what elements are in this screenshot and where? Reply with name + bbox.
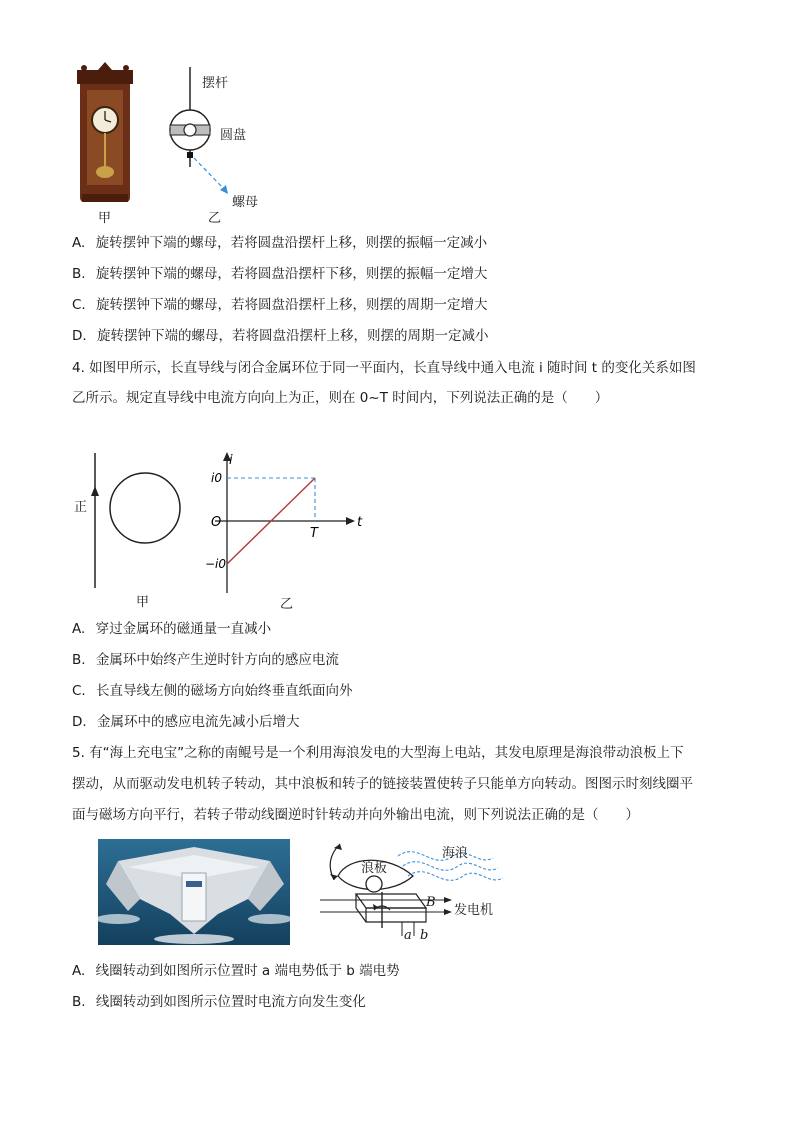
option-text: 线圈转动到如图所示位置时电流方向发生变化 xyxy=(95,994,366,1010)
disk-label: 圆盘 xyxy=(220,128,247,143)
q3-option-d xyxy=(72,326,488,346)
option-letter: C. xyxy=(72,297,86,313)
q3-option-c xyxy=(72,295,488,315)
field-b-label: B xyxy=(426,895,436,910)
y-tick-i0: i0 xyxy=(211,471,222,485)
nut-label: 螺母 xyxy=(232,195,259,210)
generator-label: 发电机 xyxy=(454,903,494,918)
direction-label-zheng: 正 xyxy=(74,500,88,515)
q4-option-a xyxy=(72,619,271,639)
option-letter: D. xyxy=(72,714,87,730)
metal-ring xyxy=(110,473,180,543)
q4-stem-line1: 4. 如图甲所示，长直导线与闭合金属环位于同一平面内，长直导线中通入电流 i 随时间 t 的变化关系如图 xyxy=(72,360,696,376)
wave-label: 海浪 xyxy=(442,846,469,861)
terminal-a-label: a xyxy=(404,928,412,943)
x-tick-T: T xyxy=(310,526,318,541)
option-letter: B. xyxy=(72,652,86,668)
q4-option-d xyxy=(72,712,299,732)
option-letter: A. xyxy=(72,621,86,637)
q4-option-b xyxy=(72,650,339,670)
pendulum-nut xyxy=(187,152,193,158)
origin-label: O xyxy=(211,515,222,530)
current-arrow-icon xyxy=(91,486,99,496)
option-text: 金属环中始终产生逆时针方向的感应电流 xyxy=(95,652,339,668)
q5-stem-line3: 面与磁场方向平行，若转子带动线圈逆时针转动并向外输出电流，则下列说法正确的是（ ） xyxy=(72,807,639,823)
wave-plate-label: 浪板 xyxy=(361,861,388,876)
x-axis-label: t xyxy=(357,515,363,530)
q5-option-a xyxy=(72,961,400,981)
figure-label-yi: 乙 xyxy=(208,211,222,226)
q5-option-b xyxy=(72,992,366,1012)
option-letter: B. xyxy=(72,994,86,1010)
figure-label-jia: 甲 xyxy=(98,211,112,226)
option-letter: C. xyxy=(72,683,86,699)
option-text: 旋转摆钟下端的螺母，若将圆盘沿摆杆上移，则摆的振幅一定减小 xyxy=(95,235,488,251)
x-axis-arrow-icon xyxy=(346,517,355,525)
option-text: 金属环中的感应电流先减小后增大 xyxy=(96,714,300,730)
q3-option-b xyxy=(72,264,487,284)
wire-ring-figure xyxy=(70,448,200,593)
wave-generator-schematic xyxy=(318,836,508,948)
y-tick-neg-i0: −i0 xyxy=(205,557,227,571)
current-time-chart xyxy=(205,450,370,600)
option-letter: D. xyxy=(72,328,87,344)
q4-stem-line2: 乙所示。规定直导线中电流方向向上为正，则在 0~T 时间内，下列说法正确的是（ ） xyxy=(72,390,609,406)
power-station-photo xyxy=(98,839,290,945)
option-text: 旋转摆钟下端的螺母，若将圆盘沿摆杆下移，则摆的振幅一定增大 xyxy=(95,266,488,282)
q3-option-a xyxy=(72,233,487,253)
q5-stem-line2: 摆动，从而驱动发电机转子转动，其中浪板和转子的链接装置使转子只能单方向转动。图图示时刻线圈平 xyxy=(72,776,693,792)
option-letter: A. xyxy=(72,963,86,979)
coil xyxy=(356,894,426,908)
clock-photo xyxy=(77,62,133,202)
q4-option-c xyxy=(72,681,353,701)
option-letter: B. xyxy=(72,266,86,282)
figure-label-yi: 乙 xyxy=(280,597,294,612)
option-text: 线圈转动到如图所示位置时 a 端电势低于 b 端电势 xyxy=(95,963,400,979)
option-text: 穿过金属环的磁通量一直减小 xyxy=(95,621,272,637)
q5-stem-line1: 5. 有“海上充电宝”之称的南鲲号是一个利用海浪发电的大型海上电站，其发电原理是海浪带动浪板上下 xyxy=(72,745,684,761)
option-text: 长直导线左侧的磁场方向始终垂直纸面向外 xyxy=(96,683,353,699)
terminal-b-label: b xyxy=(420,928,429,943)
figure-label-jia: 甲 xyxy=(136,595,150,610)
option-text: 旋转摆钟下端的螺母，若将圆盘沿摆杆上移，则摆的周期一定增大 xyxy=(96,297,488,313)
rod-label: 摆杆 xyxy=(202,76,229,91)
option-text: 旋转摆钟下端的螺母，若将圆盘沿摆杆上移，则摆的周期一定减小 xyxy=(96,328,489,344)
y-axis-label: i xyxy=(229,453,233,468)
option-letter: A. xyxy=(72,235,86,251)
